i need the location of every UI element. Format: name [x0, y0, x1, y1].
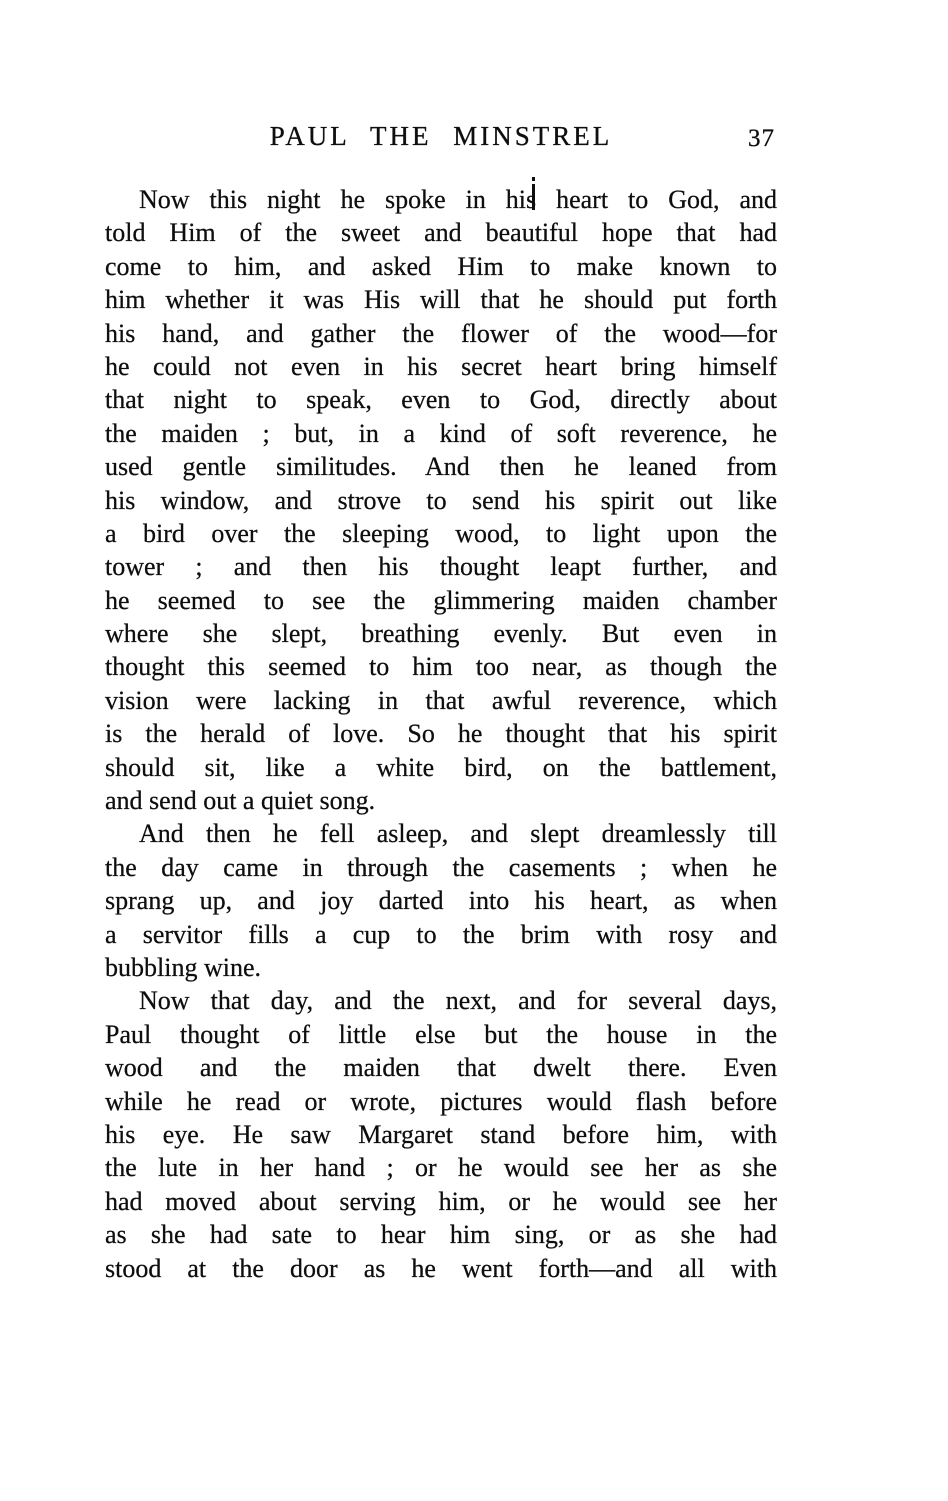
text-line: And then he fell asleep, and slept dreamlessly till [139, 819, 777, 849]
text-line: where she slept, breathing evenly. But even in [105, 619, 777, 649]
text-line: and send out a quiet song. [105, 786, 376, 816]
text-line: wood and the maiden that dwelt there. Even [105, 1053, 777, 1083]
text-line: the lute in her hand ; or he would see her as she [105, 1153, 777, 1183]
text-line: while he read or wrote, pictures would flash before [105, 1086, 777, 1116]
text-line: tower ; and then his thought leapt further, and [105, 552, 777, 582]
text-block [105, 183, 777, 1285]
text-line: Paul thought of little else but the house in the [105, 1019, 777, 1049]
text-line: his hand, and gather the flower of the wood—for [105, 318, 777, 348]
text-line: had moved about serving him, or he would see her [105, 1186, 777, 1216]
text-line: is the herald of love. So he thought that his spirit [105, 719, 777, 749]
text-line: told Him of the sweet and beautiful hope that had [105, 218, 777, 248]
text-line: he could not even in his secret heart bring himself [105, 351, 777, 381]
text-line: his window, and strove to send his spirit out like [105, 485, 777, 515]
text-line: bubbling wine. [105, 952, 261, 982]
text-line: come to him, and asked Him to make known to [105, 251, 777, 281]
running-title: PAUL THE MINSTREL [269, 121, 613, 151]
text-line: that night to speak, even to God, directly about [105, 385, 777, 415]
text-line: the maiden ; but, in a kind of soft reverence, he [105, 418, 777, 448]
paragraph [105, 984, 777, 1285]
text-line: him whether it was His will that he should put forth [105, 285, 777, 315]
page-header [105, 121, 777, 157]
text-line: a servitor fills a cup to the brim with rosy and [105, 919, 777, 949]
text-line: Now this night he spoke in his heart to God, and [139, 185, 777, 214]
paragraph [105, 817, 777, 984]
text-line: his eye. He saw Margaret stand before him, with [105, 1119, 777, 1149]
text-line: the day came in through the casements ; when he [105, 852, 777, 882]
text-line: thought this seemed to him too near, as though the [105, 652, 777, 682]
text-line: used gentle similitudes. And then he leaned from [105, 452, 777, 482]
text-line: sprang up, and joy darted into his heart, as when [105, 886, 777, 916]
text-line: vision were lacking in that awful reverence, which [105, 685, 777, 715]
paragraph [105, 183, 777, 817]
page-number: 37 [748, 125, 775, 152]
text-line: Now that day, and the next, and for several days, [139, 986, 777, 1016]
text-line: should sit, like a white bird, on the battlement, [105, 752, 777, 782]
text-line: as she had sate to hear him sing, or as she had [105, 1220, 777, 1250]
text-line: stood at the door as he went forth—and all with [105, 1253, 777, 1283]
text-line: he seemed to see the glimmering maiden chamber [105, 585, 777, 615]
text-line: a bird over the sleeping wood, to light upon the [105, 518, 777, 548]
